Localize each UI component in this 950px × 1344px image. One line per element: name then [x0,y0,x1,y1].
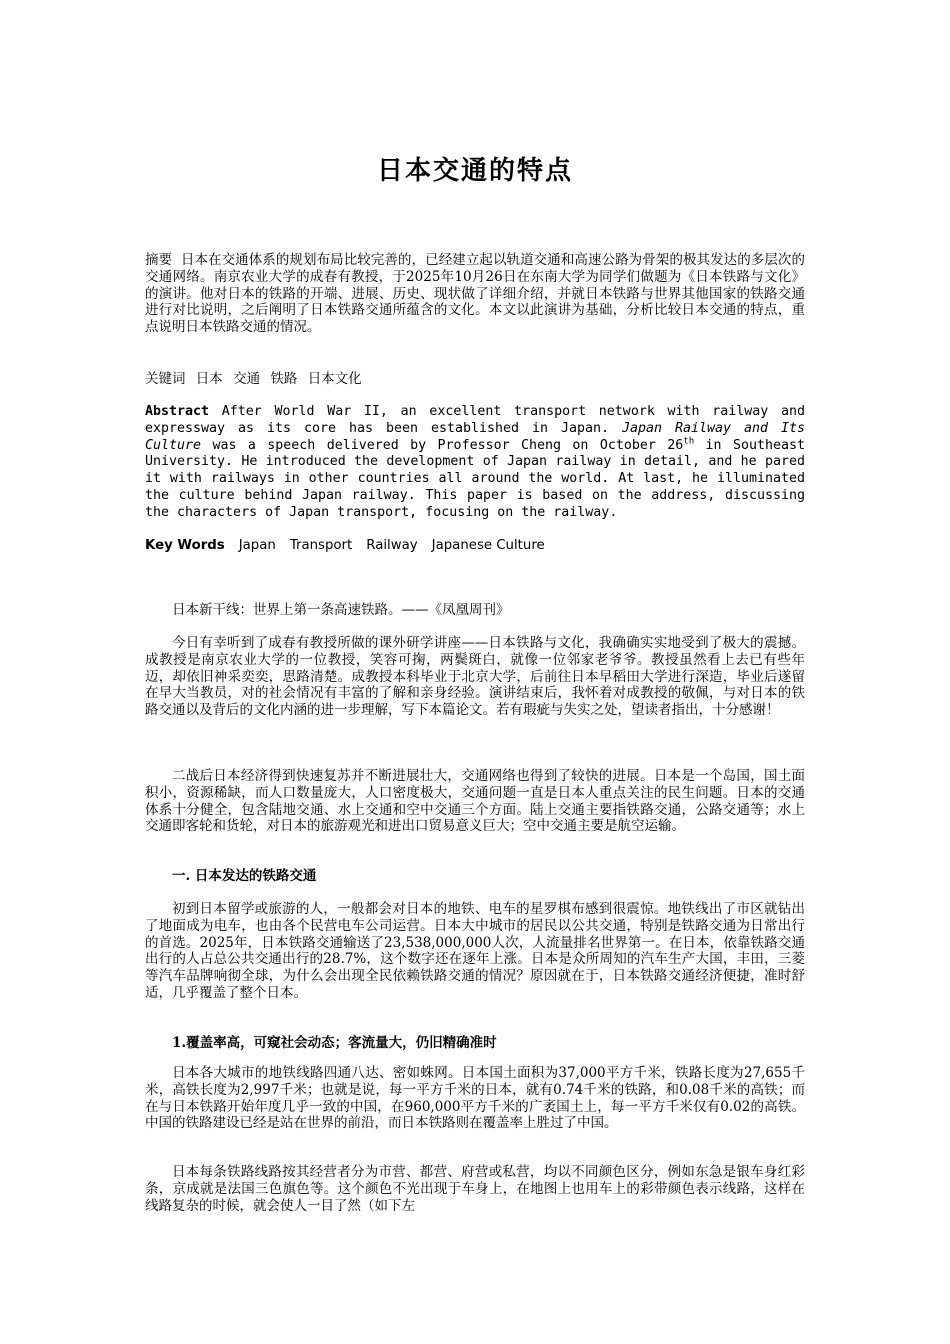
keyword-en: Railway [366,538,418,553]
abstract-en-sup: th [683,436,695,447]
abstract-en-label: Abstract [145,404,210,419]
abstract-cn-text: 日本在交通体系的规划布局比较完善的，已经建立起以轨道交通和高速公路为骨架的极其发达的多层次的交通网络。南京农业大学的成春有教授，于2025年10月26日在东南大学为同学们做题为《日本铁路与文化》的演讲。他对日本的铁路的开端、进展、历史、现状做了详细介绍，并就日本铁路与世界其他国家的铁路交通进行对比说明，之后阐明了日本铁路交通所蕴含的文化。本文以此演讲为基础，分析比较日本交通的特点，重点说明日本铁路交通的情况。 [145,252,806,336]
keywords-cn-label: 关键词 [145,371,186,387]
keyword-cn: 交通 [233,371,261,387]
subsection-1-heading: 1.覆盖率高，可窥社会动态；客流量大，仍旧精确准时 [172,1035,497,1051]
epigraph: 日本新干线：世界上第一条高速铁路。——《凤凰周刊》 [172,602,510,618]
paragraph-coverage: 日本各大城市的地铁线路四通八达、密如蛛网。日本国土面积为37,000平方千米，铁路长度为27,655千米，高铁长度为2,997千米；也就是说，每一平方千米的日本，就有0.74千米的铁路，和0.08千米的高铁；而在与日本铁路开始年度几乎一致的中国，在960,000平方千米的广袤国土上，每一平方千米仅有0.02的高铁。中国的铁路建设已经是站在世界的前沿，而日本铁路则在覆盖率上胜过了中国。 [145,1065,805,1132]
keywords-en-label: Key Words [145,538,225,553]
paragraph-intro: 今日有幸听到了成春有教授所做的课外研学讲座——日本铁路与文化，我确确实实地受到了极大的震撼。成教授是南京农业大学的一位教授，笑容可掬，两鬓斑白，就像一位邻家老爷爷。教授虽然看上去已有些年迈，却依旧神采奕奕，思路清楚。成教授本科毕业于北京大学，后前往日本早稻田大学进行深造，毕业后遂留在早大当教员，对的社会情况有丰富的了解和亲身经验。演讲结束后，我怀着对成教授的敬佩，与对日本的铁路交通以及背后的文化内涵的进一步理解，写下本篇论文。若有瑕疵与失实之处，望读者指出，十分感谢！ [145,635,805,719]
abstract-en-part1: After World War II, an excellent transport network with railway and expressway as its core has been established in Japan. [145,404,805,436]
paragraph-colors: 日本每条铁路线路按其经营者分为市营、都营、府营或私营，均以不同颜色区分，例如东急是银车身红彩条，京成就是法国三色旗色等。这个颜色不光出现于车身上，在地图上也用车上的彩带颜色表示线路，这样在线路复杂的时候，就会使人一目了然（如下左 [145,1164,805,1214]
abstract-cn [145,252,805,336]
keyword-cn: 日本 [195,371,223,387]
section-1-heading: 一. 日本发达的铁路交通 [172,868,317,884]
abstract-en-part3: in Southeast University. He introduced the development of Japan railway in detail, and he pared it with railways in other countries all around the world. At last, he illuminated the culture behind Japan railway. This paper is based on the address, discussing the characters of Japan transport, focusing on the railway. [145,437,805,520]
keyword-en: Transport [289,538,353,553]
keyword-en: Japanese Culture [431,538,545,553]
keywords-en [145,538,805,555]
page-title: 日本交通的特点 [376,156,573,186]
abstract-en-speech-title: Japan Railway and Its Culture [145,420,805,453]
abstract-cn-label: 摘要 [145,252,173,268]
abstract-en [145,404,805,522]
keyword-cn: 铁路 [270,371,298,387]
paragraph-section-1: 初到日本留学或旅游的人，一般都会对日本的地铁、电车的星罗棋布感到很震惊。地铁线出了市区就钻出了地面成为电车，也由各个民营电车公司运营。日本大中城市的居民以公共交通，特别是铁路交通为日常出行的首选。2025年，日本铁路交通输送了23,538,000,000人次，人流量排名世界第一。在日本，依靠铁路交通出行的人占总公共交通出行的28.7%，这个数字还在逐年上涨。日本是众所周知的汽车生产大国，丰田，三菱等汽车品牌响彻全球，为什么会出现全民依赖铁路交通的情况？原因就在于，日本铁路交通经济便捷，准时舒适，几乎覆盖了整个日本。 [145,901,805,1001]
keyword-en: Japan [238,538,276,553]
keywords-cn [145,371,805,388]
abstract-en-part2: was a speech delivered by Professor Cheng on October 26 [212,437,684,453]
paragraph-postwar: 二战后日本经济得到快速复苏并不断进展壮大，交通网络也得到了较快的进展。日本是一个岛国，国土面积小，资源稀缺，而人口数量庞大，人口密度极大，交通问题一直是日本人重点关注的民生问题。日本的交通体系十分健全，包含陆地交通、水上交通和空中交通三个方面。陆上交通主要指铁路交通，公路交通等；水上交通即客轮和货轮，对日本的旅游观光和进出口贸易意义巨大；空中交通主要是航空运输。 [145,768,805,835]
keyword-cn: 日本文化 [307,371,362,387]
